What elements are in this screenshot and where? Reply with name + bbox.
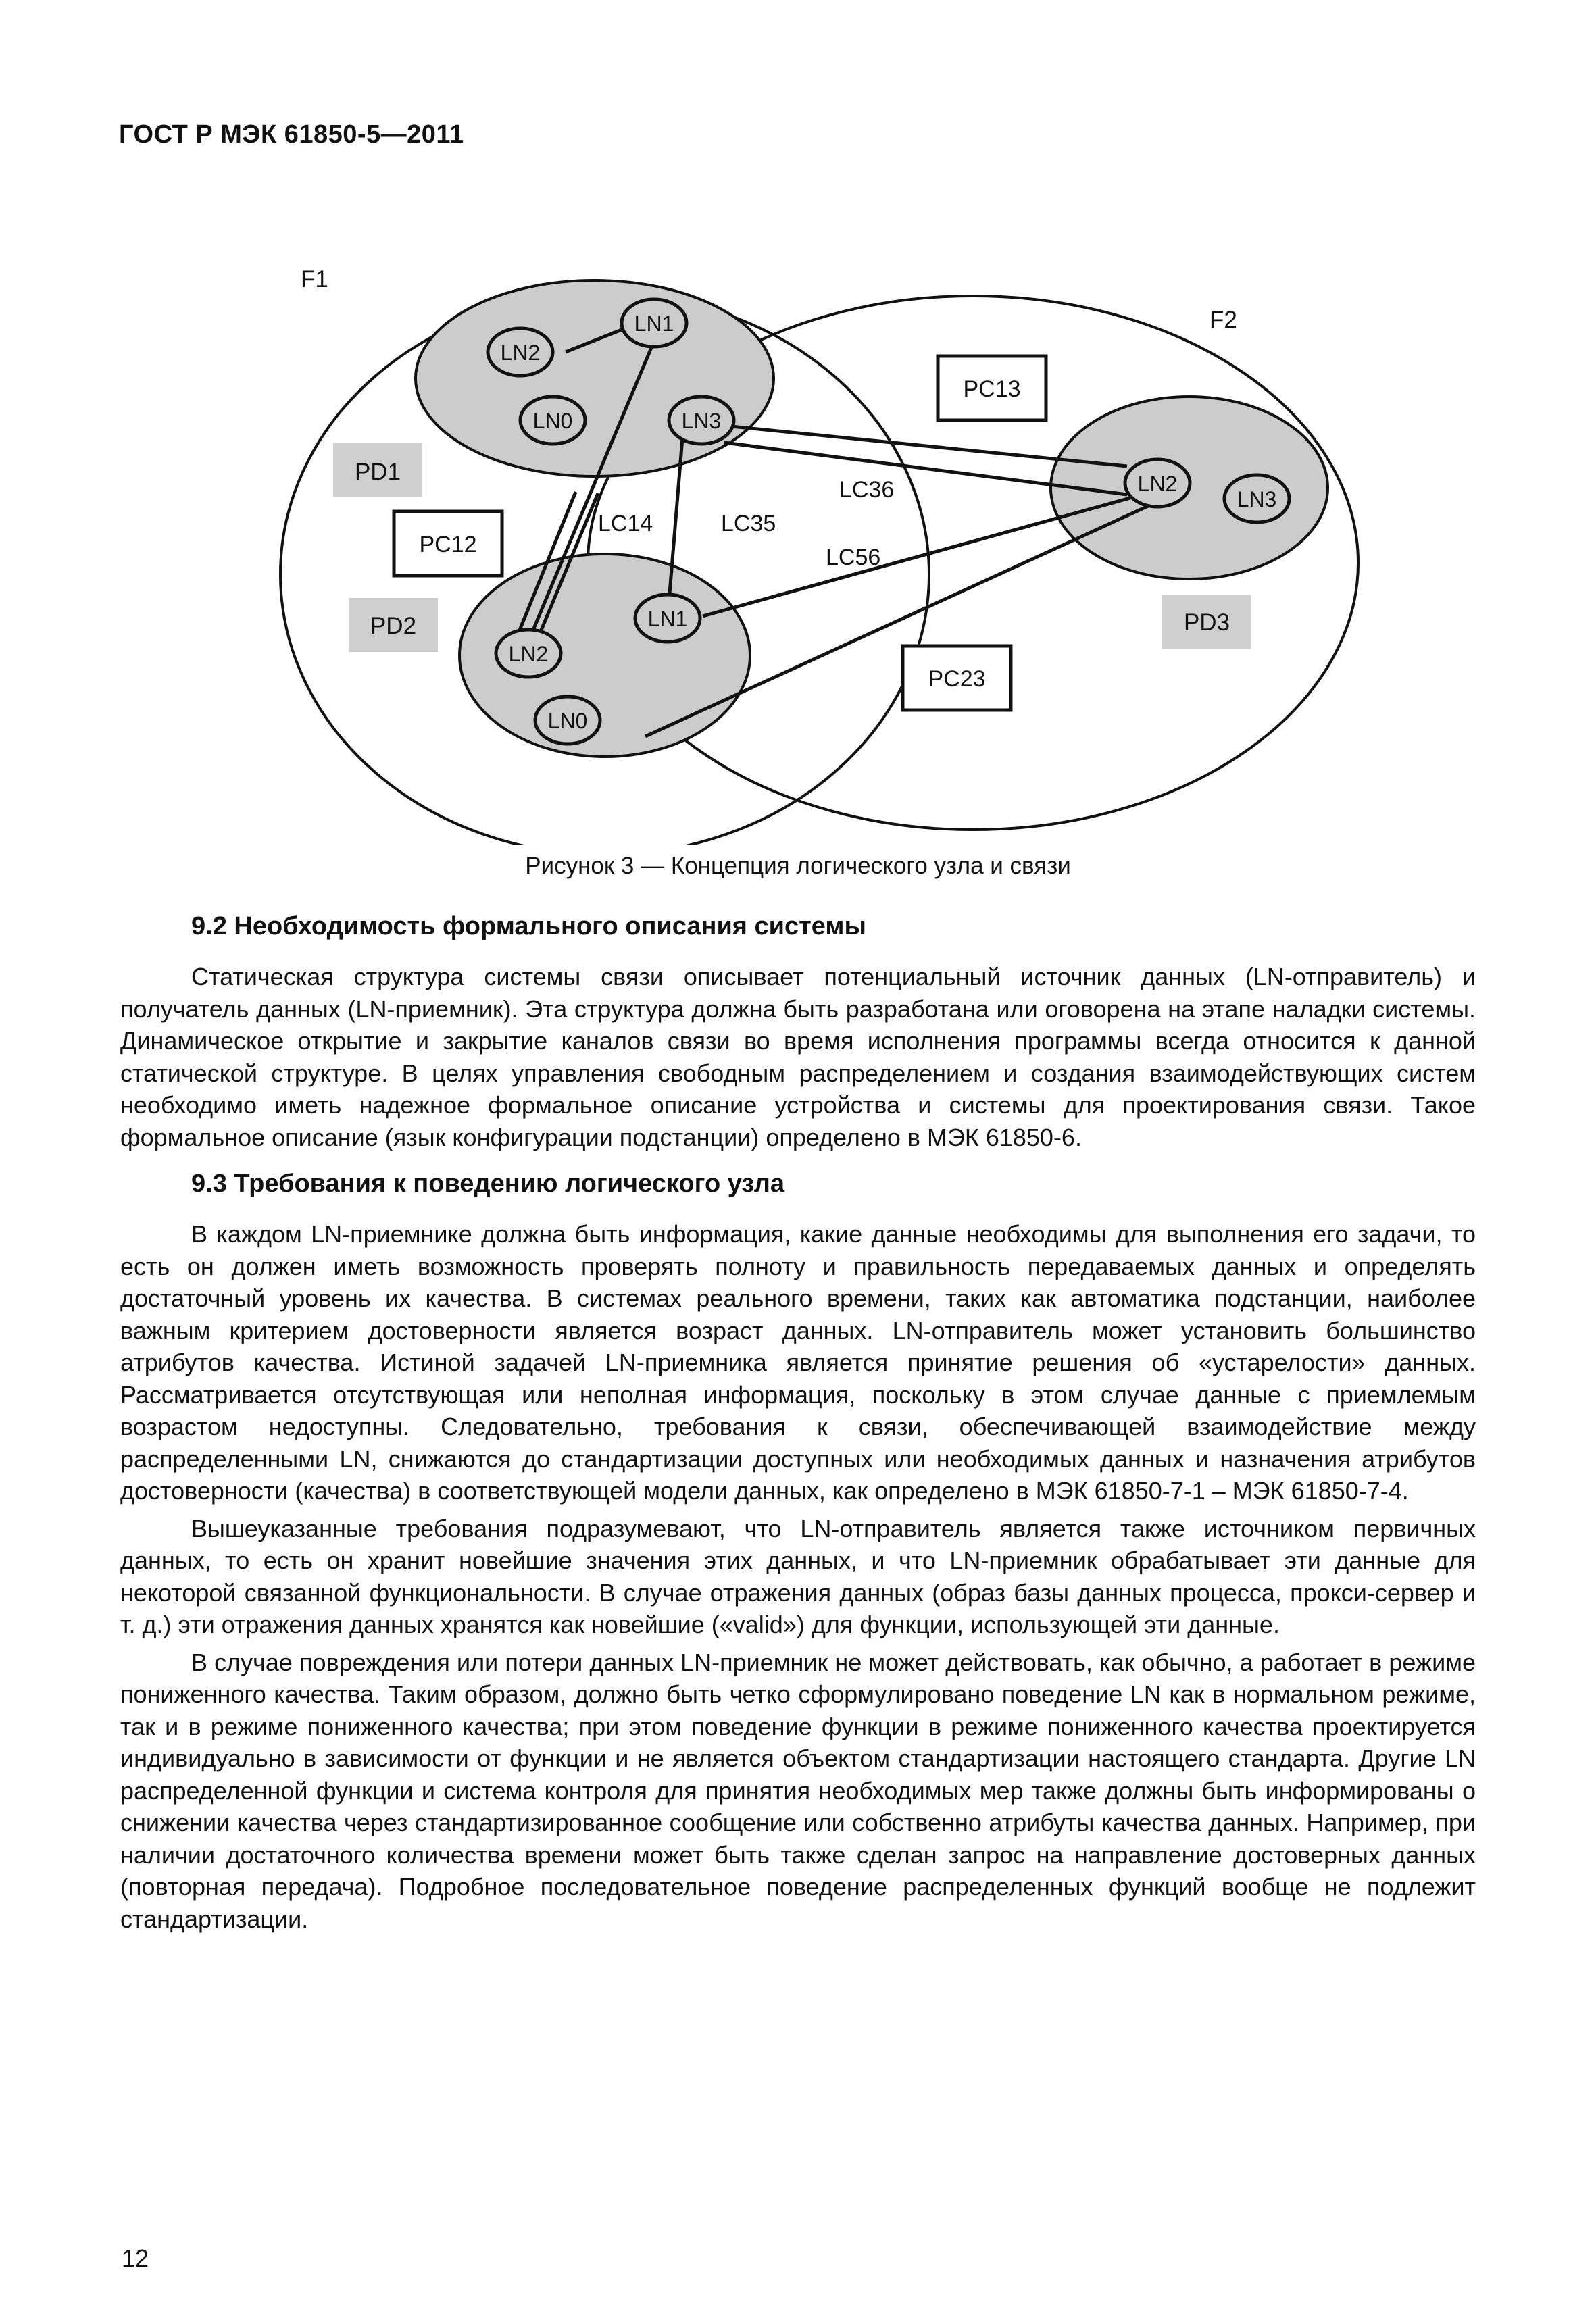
pc13-label: PC13 (963, 376, 1021, 402)
pd3-ln3-label: LN3 (1237, 487, 1277, 511)
pd2-ln1-label: LN1 (647, 607, 688, 631)
section-9-2-heading: 9.2 Необходимость формального описания системы (191, 912, 866, 940)
document-body (120, 909, 1476, 1940)
ln-pd1-ln1 (622, 299, 687, 347)
pc23-label: PC23 (928, 666, 986, 692)
section-9-3-paragraph-1: В каждом LN-приемнике должна быть информация, какие данные необходимы для выполнения его задачи, то есть он должен иметь возможность проверять полноту и правильность передаваемых данных и определять достаточный уровень их качества. В системах реального времени, таких как автоматика подстанции, наиболее важным критерием достоверности является возраст данных. LN-отправитель может установить большинство атрибутов качества. Истиной задачей LN-приемника является принятие решения об «устарелости» данных. Рассматривается отсутствующая или неполная информация, поскольку в этом случае данные с приемлемым возрастом недоступны. Следовательно, требования к связи, обеспечивающей взаимодействие между распределенными LN, снижаются до стандартизации доступных или необходимых данных и назначения атрибутов достоверности (качества) в соответствующей модели данных, как определено в МЭК 61850-7-1 – МЭК 61850-7-4. (120, 1220, 1476, 1505)
logical-node-diagram (0, 0, 1596, 845)
ln-pd2-ln1 (635, 595, 700, 642)
lc56-label: LC56 (826, 545, 881, 570)
ln-pd1-ln3 (669, 397, 734, 444)
pd2-ln0-label: LN0 (547, 709, 588, 733)
ln-pd1-ln2 (488, 328, 553, 376)
ln-pd2-ln2 (496, 630, 561, 677)
f1-label: F1 (301, 266, 328, 293)
section-9-3-heading: 9.3 Требования к поведению логического узла (191, 1169, 785, 1198)
figure-caption: Рисунок 3 — Концепция логического узла и связи (525, 853, 1071, 879)
pd1-ln2-label: LN2 (500, 341, 541, 365)
ln-pd2-ln0 (535, 697, 600, 744)
pd1-ln1-label: LN1 (634, 311, 674, 336)
lc35-label: LC35 (721, 511, 776, 536)
section-9-3-paragraph-3: В случае повреждения или потери данных LN-приемник не может действовать, как обычно, а работает в режиме пониженного качества. Таким образом, должно быть четко сформулировано поведение LN как в нормальном режиме, так и в режиме пониженного качества; при этом поведение функции в режиме пониженного качества проектируется индивидуально в зависимости от функции и не является объектом стандартизации настоящего стандарта. Другие LN распределенной функции и система контроля для принятия необходимых мер также должны быть информированы о снижении качества через стандартизированное сообщение или собственно атрибуты качества данных. Например, при наличии достаточного количества времени может быть также сделан запрос на направление достоверных данных (повторная передача). Подробное последовательное поведение распределенных функций вообще не подлежит стандартизации. (120, 1648, 1476, 1933)
page-number: 12 (122, 2244, 149, 2272)
pd3-label: PD3 (1183, 609, 1230, 636)
document-header: ГОСТ Р МЭК 61850-5—2011 (119, 120, 464, 149)
ln-pd1-ln0 (520, 397, 585, 444)
pd2-label: PD2 (370, 613, 417, 639)
ln-pd3-ln3 (1224, 475, 1289, 522)
lc14-label: LC14 (598, 511, 653, 536)
pc12-label: PC12 (419, 532, 477, 557)
pd1-ln0-label: LN0 (532, 409, 573, 433)
pd3-ln2-label: LN2 (1137, 472, 1178, 496)
section-9-2-paragraph-1: Статическая структура системы связи описывает потенциальный источник данных (LN-отправитель) и получатель данных (LN-приемник). Эта структура должна быть разработана или оговорена на этапе наладки системы. Динамическое открытие и закрытие каналов связи во время исполнения программы всегда относится к данной статической структуре. В целях управления свободным распределением и создания взаимодействующих систем необходимо иметь надежное формальное описание устройства и системы для проектирования связи. Такое формальное описание (язык конфигурации подстанции) определено в МЭК 61850-6. (120, 963, 1476, 1151)
physical-device-1 (416, 280, 774, 476)
pd1-label: PD1 (354, 459, 401, 485)
f2-label: F2 (1210, 307, 1237, 333)
section-9-3-paragraph-2: Вышеуказанные требования подразумевают, что LN-отправитель является также источником первичных данных, то есть он хранит новейшие значения этих данных, и что LN-приемник обрабатывает эти данные для некоторой связанной функциональности. В случае отражения данных (образ базы данных процесса, прокси-сервер и т. д.) эти отражения данных хранятся как новейшие («valid») для функции, использующей эти данные. (120, 1514, 1476, 1638)
lc36-label: LC36 (839, 477, 895, 503)
pd2-ln2-label: LN2 (508, 642, 549, 666)
pd1-ln3-label: LN3 (681, 409, 722, 433)
ln-pd3-ln2 (1125, 459, 1190, 507)
